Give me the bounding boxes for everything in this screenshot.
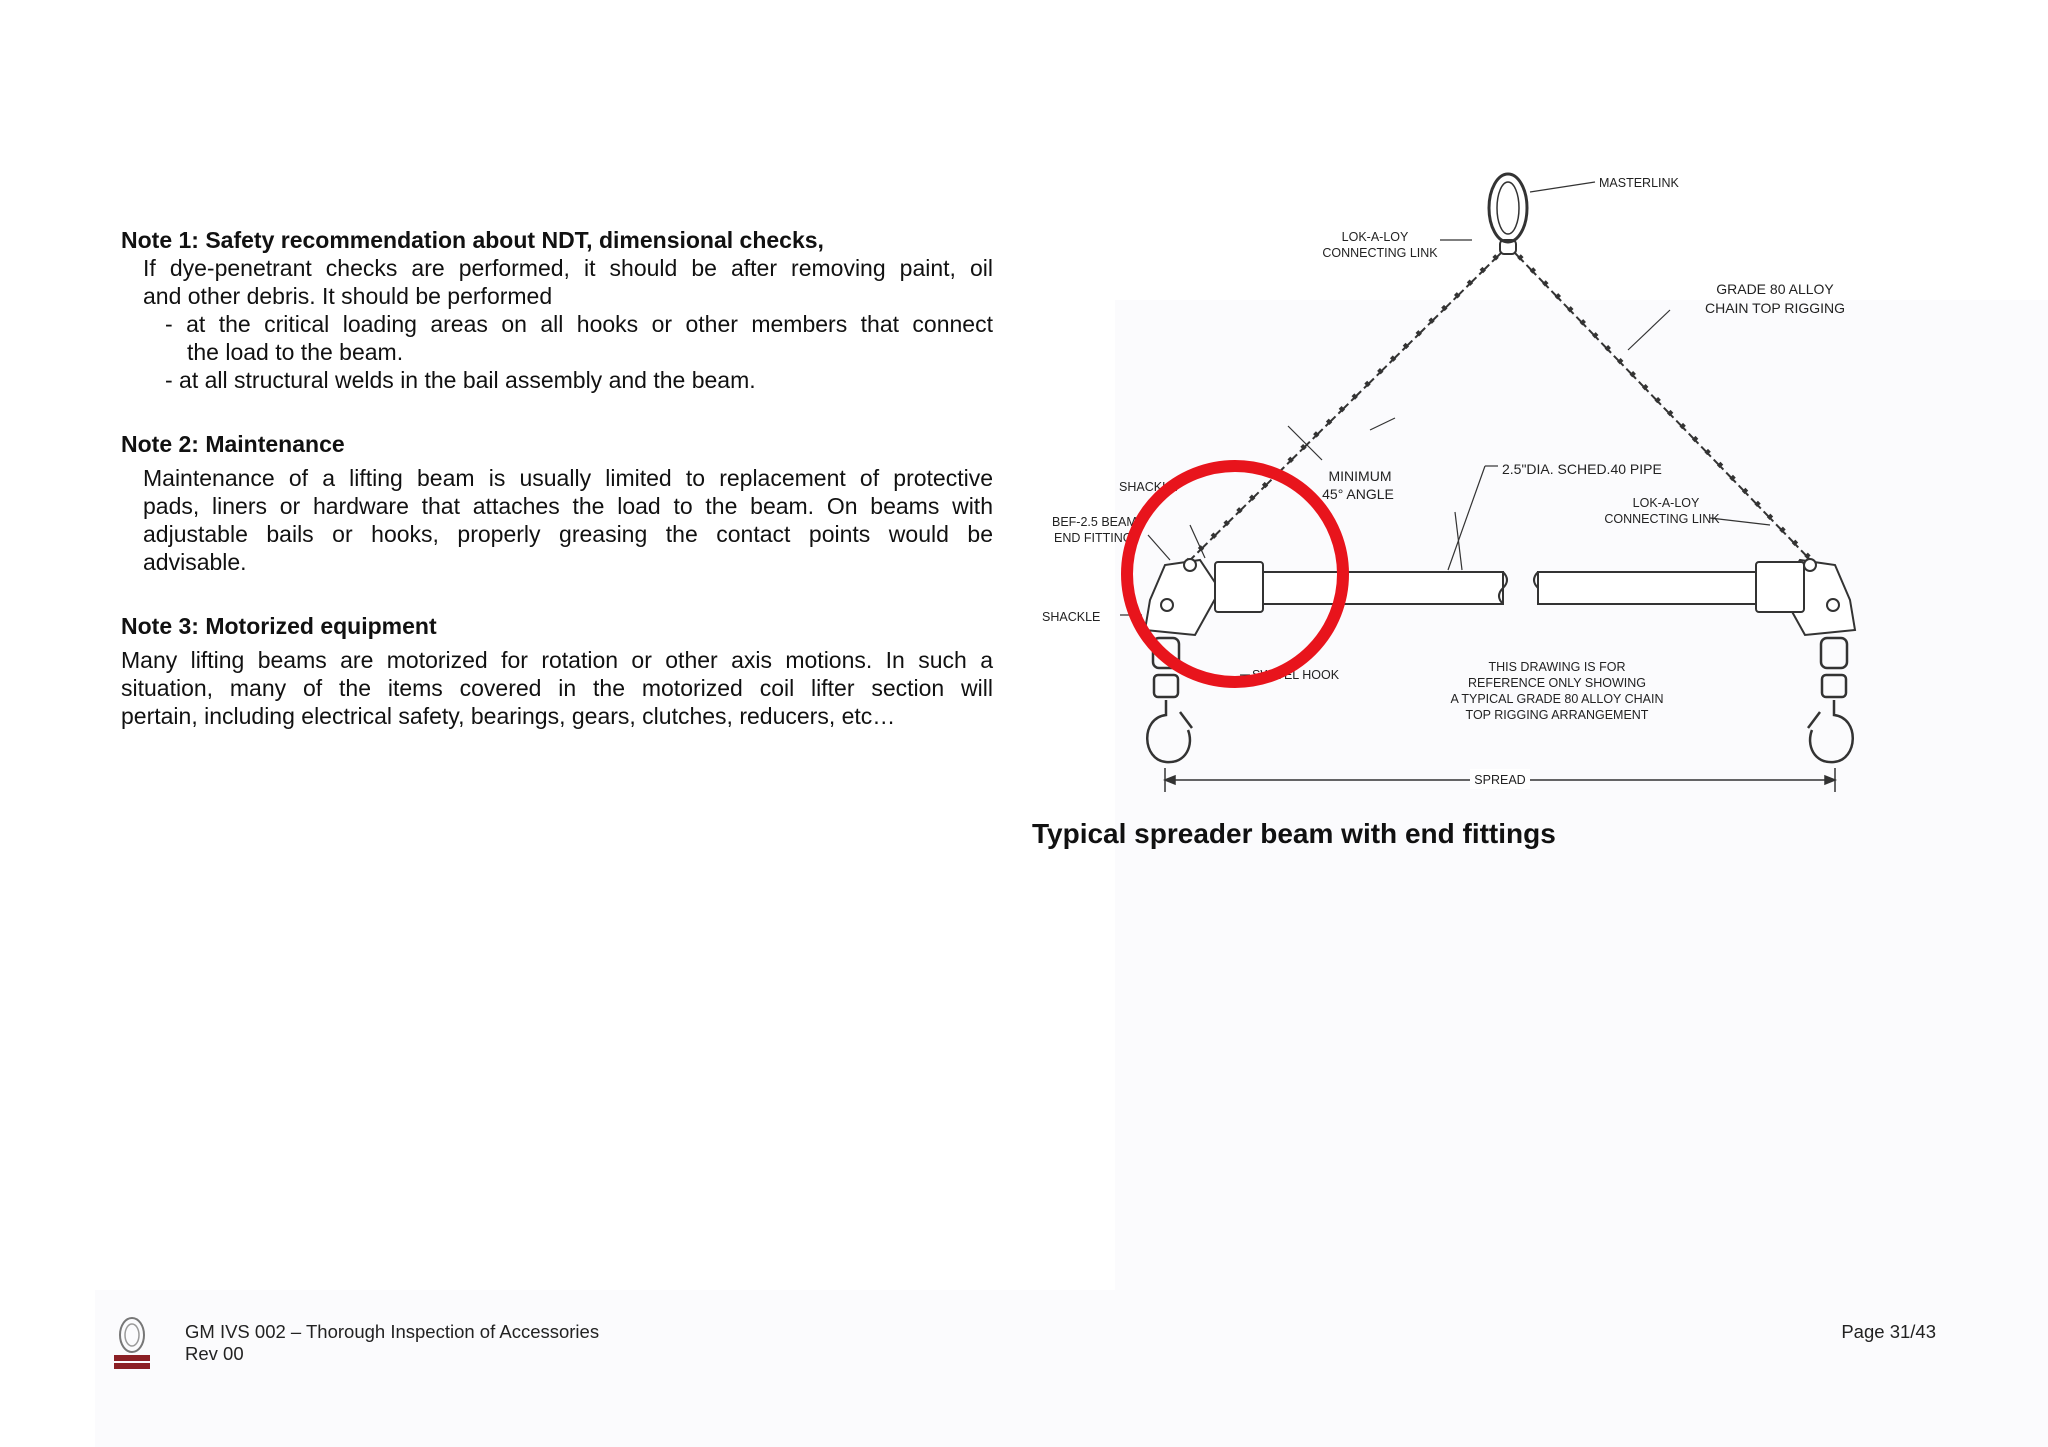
spreader-beam-diagram bbox=[1030, 160, 1910, 820]
bureau-veritas-logo bbox=[110, 1315, 154, 1373]
label-swivel-hook: SWIVEL HOOK bbox=[1252, 668, 1340, 682]
note2-line1: Maintenance of a lifting beam is usually limited to replacement of protective bbox=[143, 465, 993, 491]
masterlink-shape bbox=[1489, 174, 1527, 242]
label-shackle-top: SHACKLE bbox=[1119, 480, 1178, 494]
background-shade-bottom bbox=[95, 1290, 2048, 1447]
label-grade80-1: GRADE 80 ALLOY bbox=[1716, 281, 1834, 297]
right-hook bbox=[1808, 638, 1853, 762]
footer-doc-title: GM IVS 002 – Thorough Inspection of Accessories bbox=[185, 1321, 600, 1342]
note2-line4: advisable. bbox=[143, 549, 247, 575]
label-pipe: 2.5"DIA. SCHED.40 PIPE bbox=[1502, 461, 1662, 477]
left-chain bbox=[1175, 252, 1502, 574]
note2-title: Note 2: Maintenance bbox=[121, 431, 345, 457]
label-shackle-left: SHACKLE bbox=[1042, 610, 1101, 624]
note1-title: Note 1: Safety recommendation about NDT, dimensional checks, bbox=[121, 227, 824, 253]
label-spread: SPREAD bbox=[1474, 773, 1526, 787]
figure-caption: Typical spreader beam with end fittings bbox=[1032, 818, 1556, 849]
left-end-fitting bbox=[1145, 559, 1220, 635]
pipe-beam bbox=[1215, 562, 1804, 612]
label-ref-1: THIS DRAWING IS FOR bbox=[1488, 660, 1626, 674]
label-minimum-1: MINIMUM bbox=[1328, 468, 1392, 484]
label-ref-3: A TYPICAL GRADE 80 ALLOY CHAIN bbox=[1450, 692, 1664, 706]
label-bef-1: BEF-2.5 BEAM bbox=[1052, 515, 1137, 529]
note3-line3: pertain, including electrical safety, bearings, gears, clutches, reducers, etc… bbox=[121, 703, 896, 729]
label-masterlink: MASTERLINK bbox=[1599, 176, 1679, 190]
label-grade80-2: CHAIN TOP RIGGING bbox=[1704, 300, 1846, 316]
label-minimum-2: 45° ANGLE bbox=[1322, 486, 1394, 502]
note1-bullet2: - at all structural welds in the bail assembly and the beam. bbox=[165, 367, 756, 393]
label-lok-a-loy-top-1: LOK-A-LOY bbox=[1341, 230, 1409, 244]
spreader-beam-drawing bbox=[1030, 160, 1910, 820]
label-lok-a-loy-right-2: CONNECTING LINK bbox=[1604, 512, 1720, 526]
label-lok-a-loy-right-1: LOK-A-LOY bbox=[1632, 496, 1700, 510]
footer-rev: Rev 00 bbox=[185, 1343, 244, 1364]
label-ref-4: TOP RIGGING ARRANGEMENT bbox=[1465, 708, 1649, 722]
note1-bullet1: - at the critical loading areas on all hooks or other members that connect bbox=[165, 311, 993, 337]
label-bef-2: END FITTING bbox=[1054, 531, 1133, 545]
label-ref-2: REFERENCE ONLY SHOWING bbox=[1467, 676, 1647, 690]
note2-line2: pads, liners or hardware that attaches the load to the beam. On beams with bbox=[143, 493, 993, 519]
note2-line3: adjustable bails or hooks, properly greasing the contact points would be bbox=[143, 521, 993, 547]
footer-page-number: Page 31/43 bbox=[1841, 1321, 1936, 1342]
note3-title: Note 3: Motorized equipment bbox=[121, 613, 437, 639]
note1-line1: If dye-penetrant checks are performed, it should be after removing paint, oil bbox=[143, 255, 993, 281]
notes-section bbox=[121, 226, 993, 730]
note1-bullet1-cont: the load to the beam. bbox=[187, 339, 404, 365]
note1-line2: and other debris. It should be performed bbox=[143, 283, 553, 309]
note3-line1: Many lifting beams are motorized for rotation or other axis motions. In such a bbox=[121, 647, 993, 673]
label-lok-a-loy-top-2: CONNECTING LINK bbox=[1322, 246, 1438, 260]
note3-line2: situation, many of the items covered in the motorized coil lifter section will bbox=[121, 675, 993, 701]
